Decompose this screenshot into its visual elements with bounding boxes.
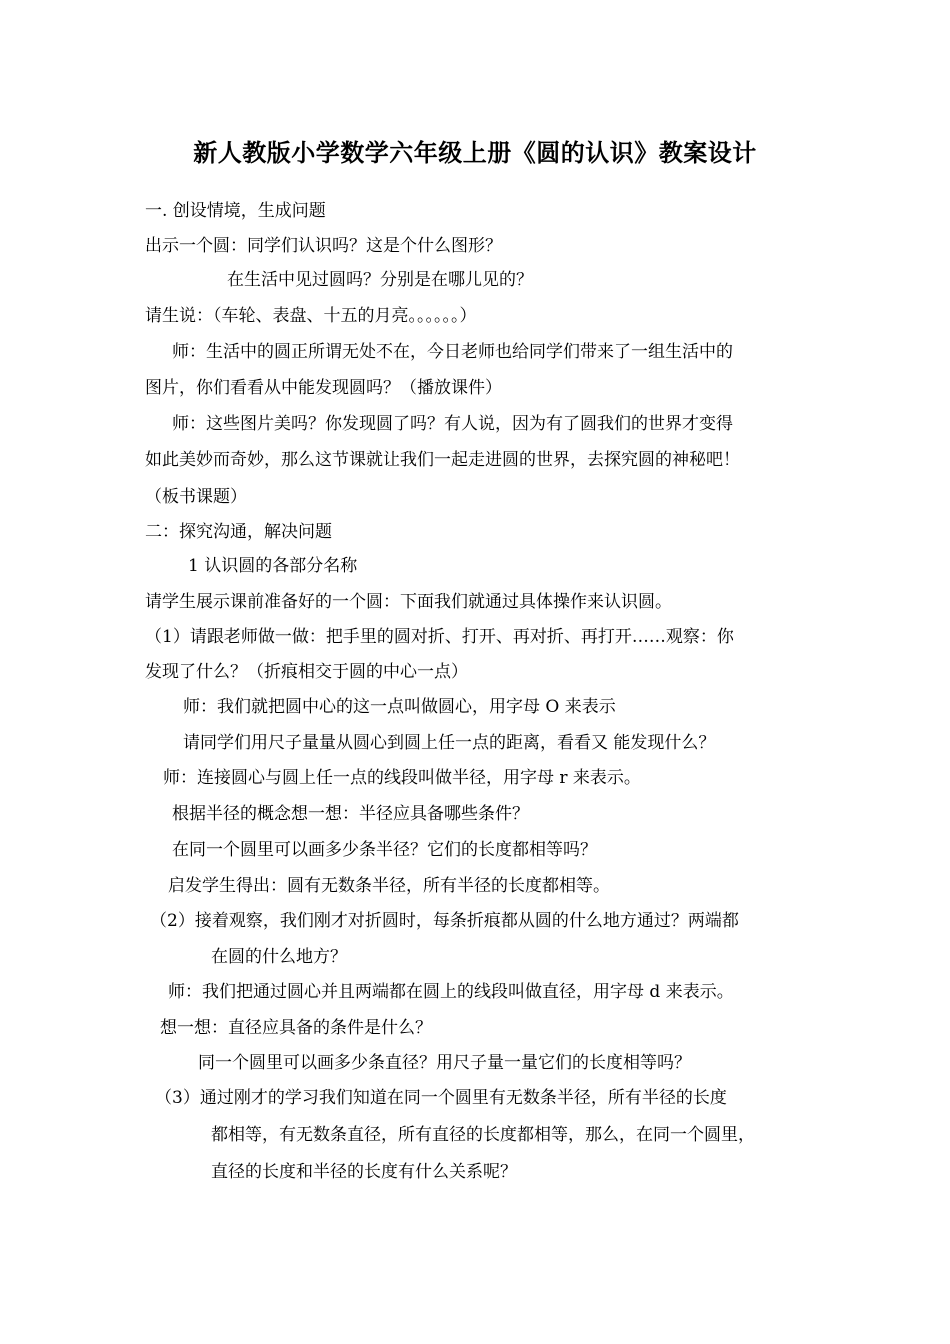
document-title: 新人教版小学数学六年级上册《圆的认识》教案设计	[193, 138, 757, 167]
paragraph-line: （3）通过刚才的学习我们知道在同一个圆里有无数条半径，所有半径的长度	[155, 1088, 727, 1108]
paragraph-line: 同一个圆里可以画多少条直径？用尺子量一量它们的长度相等吗？	[198, 1053, 691, 1073]
subsection-heading: 1 认识圆的各部分名称	[188, 556, 358, 576]
paragraph-line: 直径的长度和半径的长度有什么关系呢？	[211, 1162, 517, 1182]
section-heading-1: 一. 创设情境，生成问题	[145, 201, 326, 221]
paragraph-line: 在同一个圆里可以画多少条半径？它们的长度都相等吗？	[172, 840, 597, 860]
paragraph-line: 图片，你们看看从中能发现圆吗？（播放课件）	[145, 378, 502, 398]
paragraph-line: 启发学生得出：圆有无数条半径，所有半径的长度都相等。	[168, 876, 610, 896]
paragraph-line: （2）接着观察，我们刚才对折圆时，每条折痕都从圆的什么地方通过？两端都	[150, 911, 739, 931]
paragraph-line: 请学生展示课前准备好的一个圆：下面我们就通过具体操作来认识圆。	[145, 592, 672, 612]
paragraph-line: 师：我们就把圆中心的这一点叫做圆心，用字母 O 来表示	[183, 697, 616, 717]
paragraph-line: （板书课题）	[145, 487, 247, 507]
paragraph-line: 请生说：（车轮、表盘、十五的月亮。。。。。。）	[145, 306, 477, 326]
paragraph-line: 师：连接圆心与圆上任一点的线段叫做半径，用字母 r 来表示。	[163, 768, 641, 788]
paragraph-line: 发现了什么？（折痕相交于圆的中心一点）	[145, 662, 468, 682]
paragraph-line: 师：我们把通过圆心并且两端都在圆上的线段叫做直径，用字母 d 来表示。	[168, 982, 734, 1002]
paragraph-line: 根据半径的概念想一想：半径应具备哪些条件？	[172, 804, 529, 824]
paragraph-line: （1）请跟老师做一做：把手里的圆对折、打开、再对折、再打开……观察：你	[145, 627, 734, 647]
paragraph-line: 在生活中见过圆吗？分别是在哪儿见的？	[227, 270, 533, 290]
paragraph-line: 都相等，有无数条直径，所有直径的长度都相等，那么，在同一个圆里，	[211, 1125, 755, 1145]
paragraph-line: 出示一个圆：同学们认识吗？这是个什么图形？	[145, 236, 502, 256]
paragraph-line: 想一想：直径应具备的条件是什么？	[160, 1018, 432, 1038]
paragraph-line: 师：生活中的圆正所谓无处不在，今日老师也给同学们带来了一组生活中的	[172, 342, 733, 362]
paragraph-line: 在圆的什么地方？	[211, 947, 347, 967]
section-heading-2: 二：探究沟通，解决问题	[145, 522, 332, 542]
paragraph-line: 师：这些图片美吗？你发现圆了吗？有人说，因为有了圆我们的世界才变得	[172, 414, 733, 434]
paragraph-line: 请同学们用尺子量量从圆心到圆上任一点的距离，看看又 能发现什么？	[183, 733, 716, 753]
paragraph-line: 如此美妙而奇妙，那么这节课就让我们一起走进圆的世界，去探究圆的神秘吧！	[145, 450, 740, 470]
